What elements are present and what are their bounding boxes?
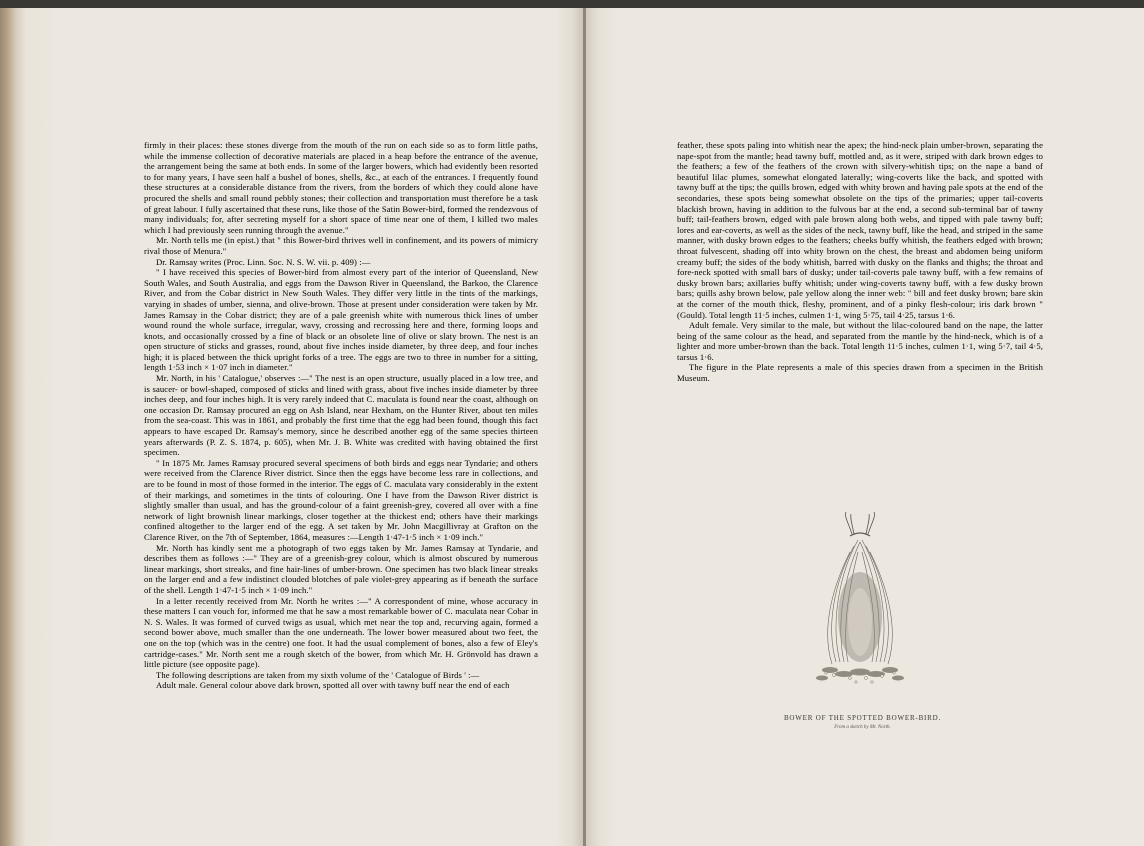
figure-subcaption: From a sketch by Mr. North. xyxy=(834,725,891,730)
right-page-text xyxy=(677,140,1043,384)
bower-illustration xyxy=(810,512,910,692)
paragraph: feather, these spots paling into whitish near the apex; the hind-neck plain umber-brown, separating the nape-spot from the mantle; head tawny buff, mottled and, as it were, striped with dark brown edges to the feathers; a few of the feathers of the crown with silvery-whitish tips; on the nape a band of beautiful lilac plumes, somewhat elongated laterally; wing-coverts like the back, and spotted with tawny buff at the tips; the quills brown, edged with whity brown and having pale spots at the end of the secondaries, these spots being somewhat obsolete on the tips of the primaries; upper tail-coverts blackish brown, having in addition to the fulvous bar at the end, a second sub-terminal bar of tawny buff; tail-feathers brown, edged with pale brown along both webs, and tipped with pale tawny buff; lores and ear-coverts, as well as the sides of the neck, tawny buff, like the head, and striped in the same manner, with dusky brown edges to the feathers; cheeks buffy whitish, the feathers edged with brown; throat fulvescent, shading off into whity brown on the chest, the breast and abdomen being uniform creamy buff; the sides of the body whitish, barred with dusky on the flanks and thighs; the throat and fore-neck spotted with small bars of dusky; under tail-coverts pale tawny buff, with a few remains of dusky brown bars; axillaries buffy whitish; under wing-coverts tawny buff, with a few dusky brown bars; quills ashy brown below, pale yellow along the inner web: " bill and feet dusky brown; bare skin at the corner of the mouth thick, fleshy, prominent, and of a pinky flesh-colour; iris dark brown " (Gould). Total length 11·5 inches, culmen 1·1, wing 5·75, tail 4·25, tarsus 1·6. xyxy=(677,140,1043,320)
paragraph: In a letter recently received from Mr. North he writes :—" A correspondent of mine, whose accuracy in these matters I can vouch for, informed me that he saw a most remarkable bower of C. maculata near Cobar in N. S. Wales. It was formed of curved twigs as usual, which met near the top and, recurving again, formed a second bower above, much smaller than the one underneath. The lower bower measured about two feet, the one on the top (which was in the centre) one foot. It had the usual complement of bones, also a few of Eley's cartridge-cases." Mr. North sent me a rough sketch of the bower, from which Mr. H. Grönvold has drawn a little picture (see opposite page). xyxy=(144,595,538,670)
paragraph: Dr. Ramsay writes (Proc. Linn. Soc. N. S. W. vii. p. 409) :— xyxy=(156,256,371,267)
paragraph: The following descriptions are taken from my sixth volume of the ' Catalogue of Birds ' :— xyxy=(156,669,480,680)
paragraph: " I have received this species of Bower-bird from almost every part of the interior of Queensland, New South Wales, and South Australia, and eggs from the Dawson River in Queensland, the Barkoo, the Clarence River, and from the Cobar district in New South Wales. They differ very little in the tints of the markings, varying in shades of umber, sienna, and olive-brown. Those at present under consideration were taken by Mr. James Ramsay in the Cobar district; they are of a pale greenish white with numerous thick lines of umber wound round the whole surface, irregular, wavy, crossing and recrossing here and there, forming loops and knots, and occasionally crossed by a fine of black or an obsolete line of olive or slaty brown. The nest is an open structure of sticks and grasses, round, about five inches inside diameter, by three deep, and four inches high; it is placed between the thick upright forks of a tree. The eggs are two to three in number for a sitting, length 1·53 inch × 1·07 inch in diameter." xyxy=(144,267,538,373)
paragraph: firmly in their places: these stones diverge from the mouth of the run on each side so as to form little paths, while the immense collection of decorative materials are placed in a heap before the entrance of the avenue, the arrangement being the same at both ends. In some of the larger bowers, which had evidently been resorted to for many years, I have seen half a bushel of bones, shells, &c., at each of the entrances. I frequently found these structures at a considerable distance from the rivers, from the borders of which they could alone have procured the shells and small round pebbly stones; their collection and transportation must therefore be a task of great labour. I fully ascertained that these runs, like those of the Satin Bower-bird, formed the rendezvous of many individuals; for, after secreting myself for a short space of time near one of them, I killed two males which I had previously seen running through the avenue." xyxy=(144,140,538,235)
figure-caption: BOWER OF THE SPOTTED BOWER-BIRD. xyxy=(783,714,942,722)
paragraph: " In 1875 Mr. James Ramsay procured several specimens of both birds and eggs near Tyndarie; and others were received from the Clarence River district. Since then the eggs have become less rare in collections, and are to be found in most of those formed in the interior. The eggs of C. maculata vary considerably in the extent of their markings, and sometimes in the tints of colouring. One I have from the Dawson River district is slightly smaller than usual, and has the ground-colour of a faint greenish-grey, covered all over with a fine network of light brownish linear markings, closer together at the thickest end; others have their markings confined altogether to the larger end of the egg. A set taken by Mr. John Macgillivray at Grafton on the Clarence River, on the 7th of September, 1864, measures :—Length 1·47-1·5 inch × 1·09 inch." xyxy=(144,457,538,542)
paragraph: Adult female. Very similar to the male, but without the lilac-coloured band on the nape, the latter being of the same colour as the head, and separated from the mantle by the hind-neck, which is of a lighter and more umber-brown than the back. Total length 11·5 inches, culmen 1·1, wing 5·7, tail 4·5, tarsus 1·6. xyxy=(677,320,1043,362)
left-page-text xyxy=(144,140,538,691)
paragraph: Mr. North tells me (in epist.) that " this Bower-bird thrives well in confinement, and its powers of mimicry rival those of Menura." xyxy=(144,235,538,256)
paragraph: Adult male. General colour above dark brown, spotted all over with tawny buff near the end of each xyxy=(156,680,510,691)
paragraph: The figure in the Plate represents a male of this species drawn from a specimen in the British Museum. xyxy=(677,362,1043,384)
paragraph: Mr. North, in his ' Catalogue,' observes :—" The nest is an open structure, usually placed in a low tree, and is saucer- or bowl-shaped, composed of sticks and lined with grass, about five inches inside diameter by three inches deep, and four inches high. It is very rarely indeed that C. maculata is found near the coast, although on one occasion Dr. Ramsay procured an egg on Ash Island, near Hexham, on the Hunter River, about ten miles from the sea-coast. This was in 1861, and probably the first time that the egg had been found, though this fact appears to have escaped Dr. Ramsay's memory, since he described another egg of the same species thirteen years afterwards (P. Z. S. 1874, p. 605), when Mr. J. B. White was credited with having obtained the first specimen. xyxy=(144,373,538,458)
paragraph: Mr. North has kindly sent me a photograph of two eggs taken by Mr. James Ramsay at Tyndarie, and describes them as follows :—" They are of a greenish-grey colour, which is almost obscured by numerous linear markings, short streaks, and fine hair-lines of umber-brown. One specimen has two black linear streaks on the larger end and a few indistinct clouded blotches of pale violet-grey appearing as if beneath the surface of the shell. Length 1·47-1·5 inch × 1·09 inch." xyxy=(144,542,538,595)
